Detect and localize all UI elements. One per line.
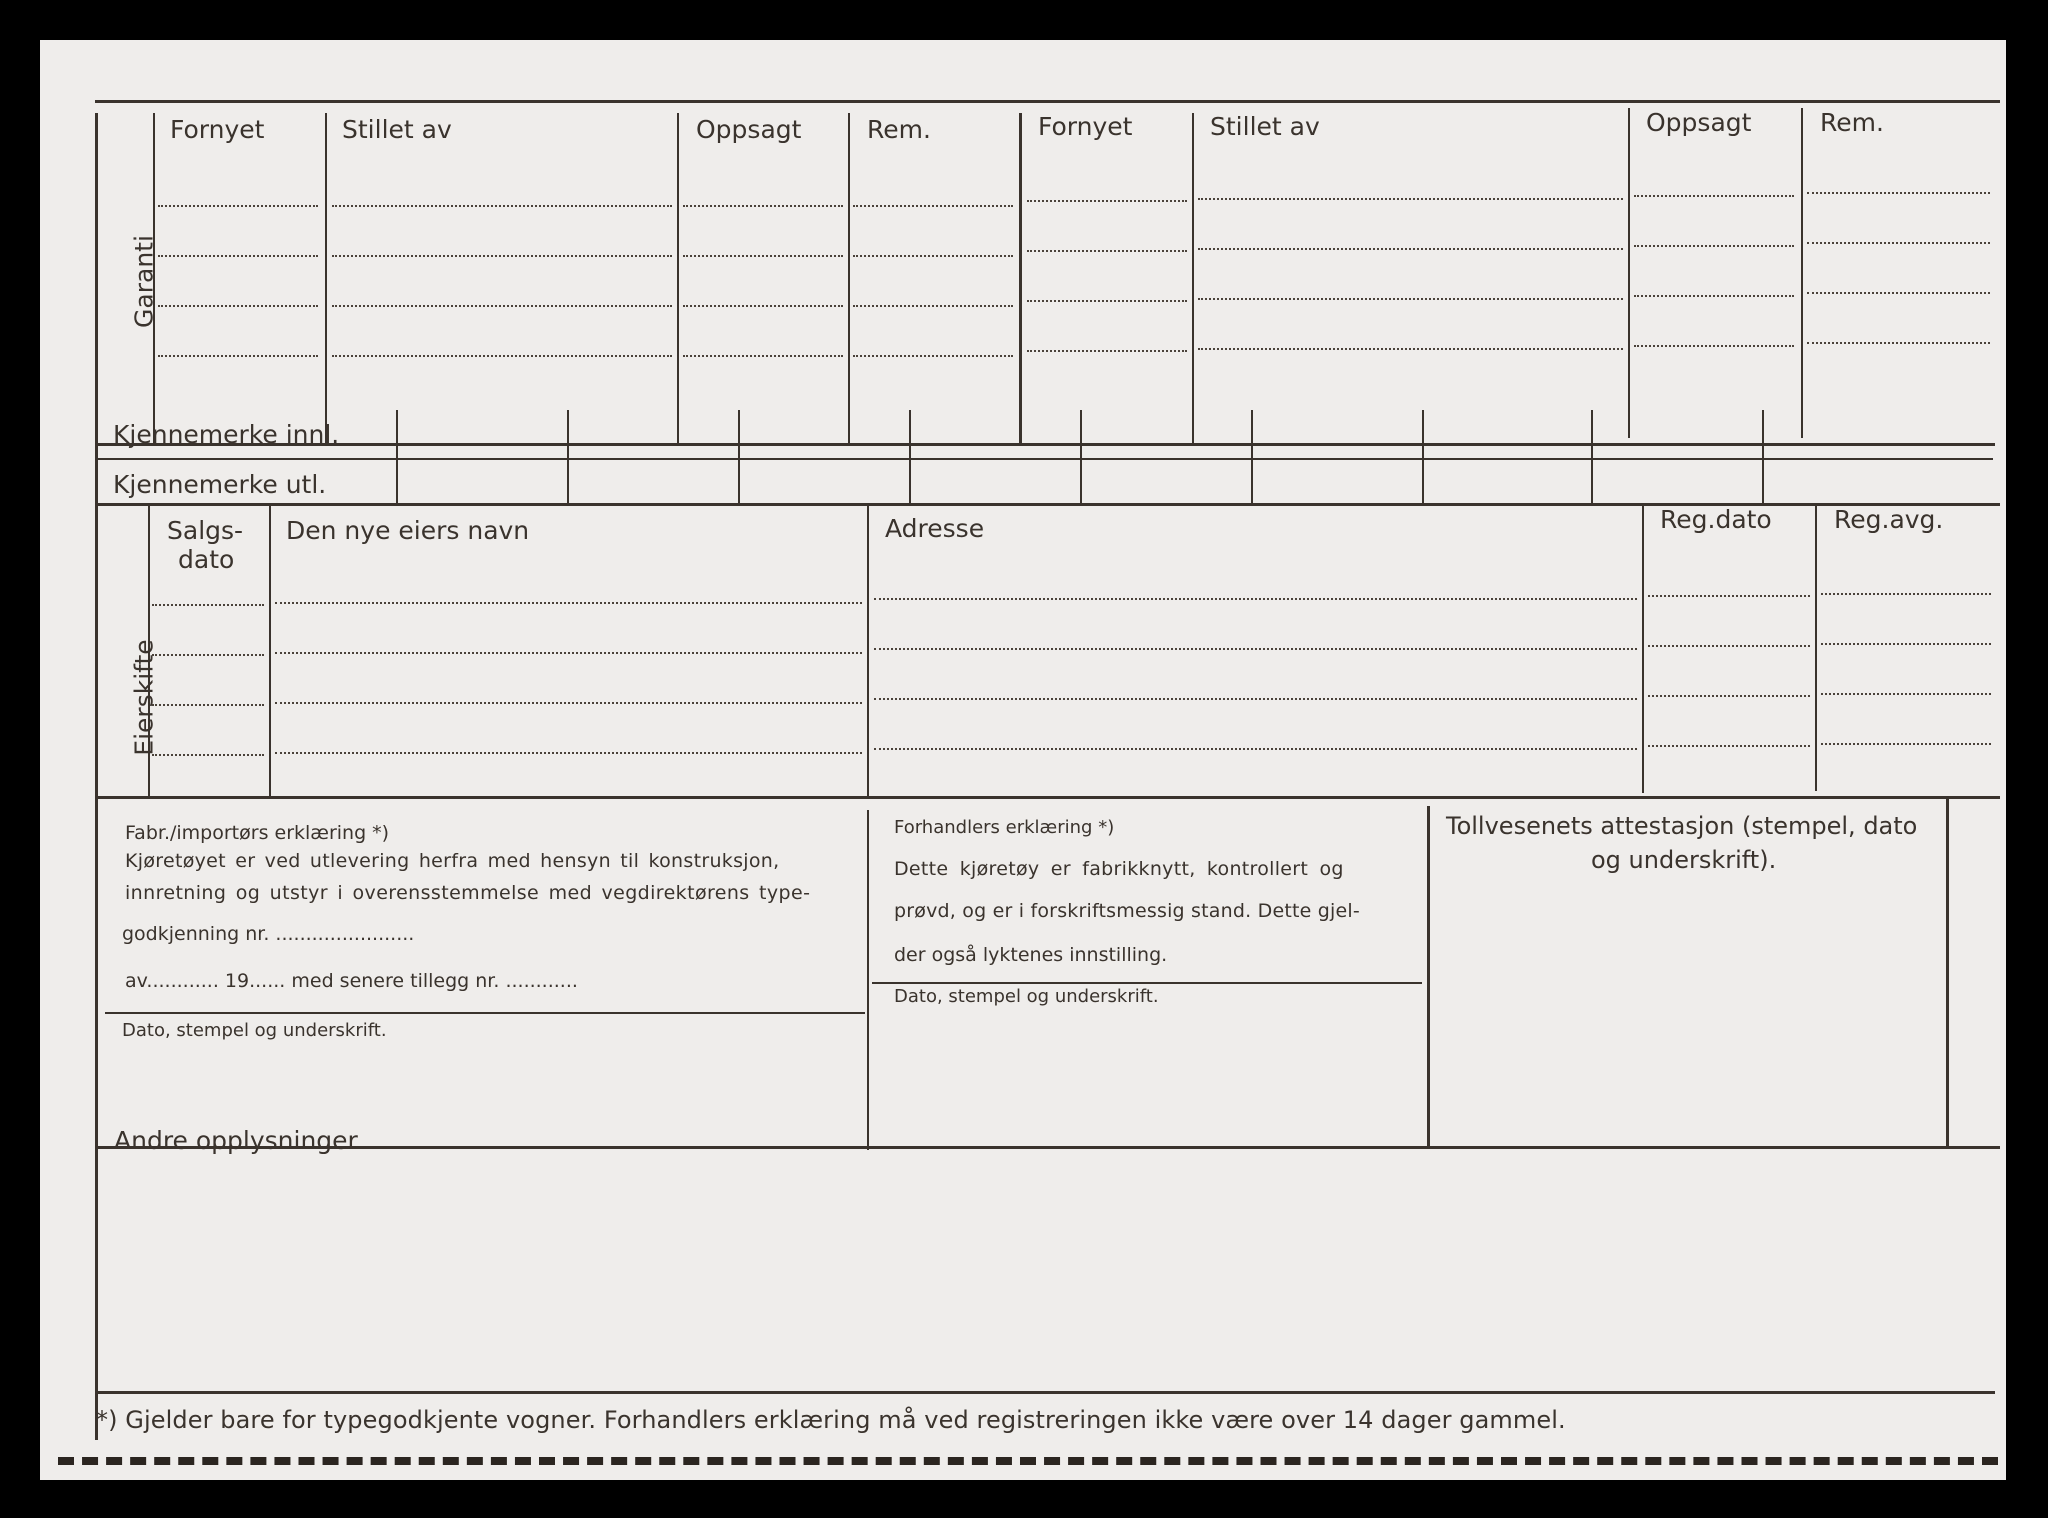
fabr-text-line: godkjenning nr. ....................... bbox=[122, 923, 415, 945]
eierskifte-dotted-line bbox=[1821, 743, 1991, 745]
eierskifte-col-divider bbox=[867, 506, 869, 796]
garanti-dotted-line bbox=[1027, 350, 1187, 352]
eierskifte-dotted-line bbox=[275, 602, 862, 604]
garanti-col-divider bbox=[1801, 108, 1803, 438]
eierskifte-dotted-line bbox=[275, 752, 862, 754]
eierskifte-dotted-line bbox=[152, 704, 264, 706]
fabr-signature-rule bbox=[105, 1012, 865, 1014]
garanti-header-fornyet-right: Fornyet bbox=[1038, 112, 1133, 141]
garanti-label: Garanti bbox=[129, 235, 159, 328]
garanti-dotted-line bbox=[332, 305, 672, 307]
fabr-title: Fabr./importørs erklæring *) bbox=[125, 822, 390, 844]
garanti-header-rem-left: Rem. bbox=[867, 115, 931, 144]
garanti-dotted-line bbox=[1198, 198, 1623, 200]
garanti-dotted-line bbox=[853, 305, 1013, 307]
eierskifte-label: Eierskifte bbox=[129, 639, 159, 756]
declaration-divider bbox=[1946, 796, 1949, 1146]
eierskifte-header-regdato: Reg.dato bbox=[1660, 505, 1772, 534]
kjennemerke-cell-divider bbox=[396, 410, 398, 503]
kjennemerke-cell-divider bbox=[1251, 410, 1253, 503]
eierskifte-dotted-line bbox=[152, 654, 264, 656]
garanti-dotted-line bbox=[1198, 248, 1623, 250]
eierskifte-dotted-line bbox=[874, 748, 1637, 750]
perforation-edge bbox=[58, 1457, 1998, 1477]
kjennemerke-cell-divider bbox=[909, 410, 911, 503]
kjennemerke-cell-divider bbox=[1591, 410, 1593, 503]
footnote: *) Gjelder bare for typegodkjente vogner. Forhandlers erklæring må ved registreringen ikke være over 14 dager gammel. bbox=[96, 1406, 1566, 1434]
kjennemerke-cell-divider bbox=[567, 410, 569, 503]
forhandler-signature-rule bbox=[872, 982, 1422, 984]
eierskifte-col-divider bbox=[1642, 506, 1644, 793]
eierskifte-header-regavg: Reg.avg. bbox=[1834, 505, 1944, 534]
garanti-dotted-line bbox=[1807, 192, 1990, 194]
garanti-dotted-line bbox=[683, 205, 843, 207]
toll-text-line: og underskrift). bbox=[1591, 846, 1777, 874]
frame-bottom-rule bbox=[95, 1391, 1995, 1394]
fabr-text-line: innretning og utstyr i overensstemmelse med vegdirektørens type- bbox=[125, 882, 811, 904]
eierskifte-header-navn: Den nye eiers navn bbox=[286, 516, 530, 545]
fabr-text-line: Kjøretøyet er ved utlevering herfra med hensyn til konstruksjon, bbox=[125, 850, 780, 872]
frame-left-rule bbox=[95, 113, 98, 1440]
garanti-dotted-line bbox=[158, 355, 318, 357]
forhandler-signature-label: Dato, stempel og underskrift. bbox=[894, 986, 1159, 1007]
garanti-dotted-line bbox=[1634, 345, 1794, 347]
garanti-dotted-line bbox=[1807, 342, 1990, 344]
garanti-dotted-line bbox=[158, 205, 318, 207]
kjennemerke-cell-divider bbox=[1080, 410, 1082, 503]
garanti-dotted-line bbox=[1634, 245, 1794, 247]
garanti-header-oppsagt-right: Oppsagt bbox=[1646, 108, 1752, 137]
kjennemerke-utl-label: Kjennemerke utl. bbox=[113, 470, 327, 499]
eierskifte-header-salgsdato: dato bbox=[178, 545, 235, 574]
eierskifte-dotted-line bbox=[152, 604, 264, 606]
declaration-divider bbox=[867, 810, 869, 1150]
forhandler-text-line: der også lyktenes innstilling. bbox=[894, 944, 1168, 966]
registration-card bbox=[40, 40, 2006, 1480]
kjennemerke-cell-divider bbox=[1762, 410, 1764, 503]
eierskifte-dotted-line bbox=[1648, 595, 1810, 597]
eierskifte-header-adresse: Adresse bbox=[885, 514, 985, 543]
garanti-dotted-line bbox=[683, 355, 843, 357]
eierskifte-header-salgsdato: Salgs- bbox=[167, 516, 244, 545]
garanti-header-stillet-av-left: Stillet av bbox=[342, 115, 452, 144]
declarations-bottom-rule bbox=[95, 1146, 2000, 1149]
eierskifte-col-divider bbox=[269, 506, 271, 796]
eierskifte-dotted-line bbox=[1648, 745, 1810, 747]
garanti-dotted-line bbox=[1634, 295, 1794, 297]
garanti-dotted-line bbox=[1027, 200, 1187, 202]
eierskifte-dotted-line bbox=[1648, 645, 1810, 647]
garanti-header-oppsagt-left: Oppsagt bbox=[696, 115, 802, 144]
garanti-col-divider bbox=[325, 113, 327, 446]
garanti-col-divider bbox=[677, 113, 679, 446]
garanti-dotted-line bbox=[1634, 195, 1794, 197]
garanti-dotted-line bbox=[1807, 242, 1990, 244]
garanti-dotted-line bbox=[683, 255, 843, 257]
frame-top-rule bbox=[95, 100, 2000, 103]
eierskifte-dotted-line bbox=[874, 698, 1637, 700]
declaration-divider bbox=[1427, 806, 1430, 1146]
kjennemerke-innl-label: Kjennemerke innl. bbox=[113, 420, 340, 449]
garanti-dotted-line bbox=[332, 205, 672, 207]
garanti-dotted-line bbox=[158, 255, 318, 257]
kjennemerke-row-divider bbox=[98, 458, 1993, 460]
garanti-dotted-line bbox=[853, 205, 1013, 207]
garanti-dotted-line bbox=[853, 355, 1013, 357]
garanti-center-divider bbox=[1019, 113, 1022, 446]
eierskifte-col-divider bbox=[1815, 506, 1817, 791]
kjennemerke-cell-divider bbox=[1422, 410, 1424, 503]
forhandler-title: Forhandlers erklæring *) bbox=[894, 817, 1115, 838]
eierskifte-bottom-rule bbox=[95, 796, 2000, 799]
garanti-dotted-line bbox=[1198, 298, 1623, 300]
fabr-signature-label: Dato, stempel og underskrift. bbox=[122, 1020, 387, 1041]
forhandler-text-line: Dette kjøretøy er fabrikknytt, kontrollert og bbox=[894, 858, 1344, 880]
eierskifte-label-divider bbox=[148, 506, 150, 796]
forhandler-text-line: prøvd, og er i forskriftsmessig stand. Dette gjel- bbox=[894, 900, 1360, 922]
eierskifte-dotted-line bbox=[275, 702, 862, 704]
garanti-dotted-line bbox=[1807, 292, 1990, 294]
garanti-dotted-line bbox=[158, 305, 318, 307]
eierskifte-dotted-line bbox=[1821, 693, 1991, 695]
garanti-dotted-line bbox=[853, 255, 1013, 257]
garanti-header-stillet-av-right: Stillet av bbox=[1210, 112, 1320, 141]
garanti-dotted-line bbox=[332, 255, 672, 257]
eierskifte-dotted-line bbox=[874, 648, 1637, 650]
toll-text-line: Tollvesenets attestasjon (stempel, dato bbox=[1446, 812, 1918, 840]
andre-opplysninger-label: Andre opplysninger bbox=[114, 1126, 358, 1155]
garanti-dotted-line bbox=[332, 355, 672, 357]
eierskifte-dotted-line bbox=[1821, 643, 1991, 645]
eierskifte-dotted-line bbox=[1648, 695, 1810, 697]
garanti-header-rem-right: Rem. bbox=[1820, 108, 1884, 137]
garanti-dotted-line bbox=[1027, 300, 1187, 302]
eierskifte-dotted-line bbox=[874, 598, 1637, 600]
garanti-col-divider bbox=[1192, 113, 1194, 443]
garanti-dotted-line bbox=[1198, 348, 1623, 350]
garanti-col-divider bbox=[848, 113, 850, 446]
eierskifte-dotted-line bbox=[275, 652, 862, 654]
eierskifte-dotted-line bbox=[1821, 593, 1991, 595]
eierskifte-dotted-line bbox=[152, 754, 264, 756]
garanti-bottom-rule bbox=[95, 443, 1995, 446]
fabr-text-line: av............ 19...... med senere tillegg nr. ............ bbox=[125, 970, 578, 992]
garanti-dotted-line bbox=[683, 305, 843, 307]
garanti-dotted-line bbox=[1027, 250, 1187, 252]
garanti-col-divider bbox=[1628, 108, 1630, 438]
kjennemerke-cell-divider bbox=[738, 410, 740, 503]
garanti-header-fornyet-left: Fornyet bbox=[170, 115, 265, 144]
